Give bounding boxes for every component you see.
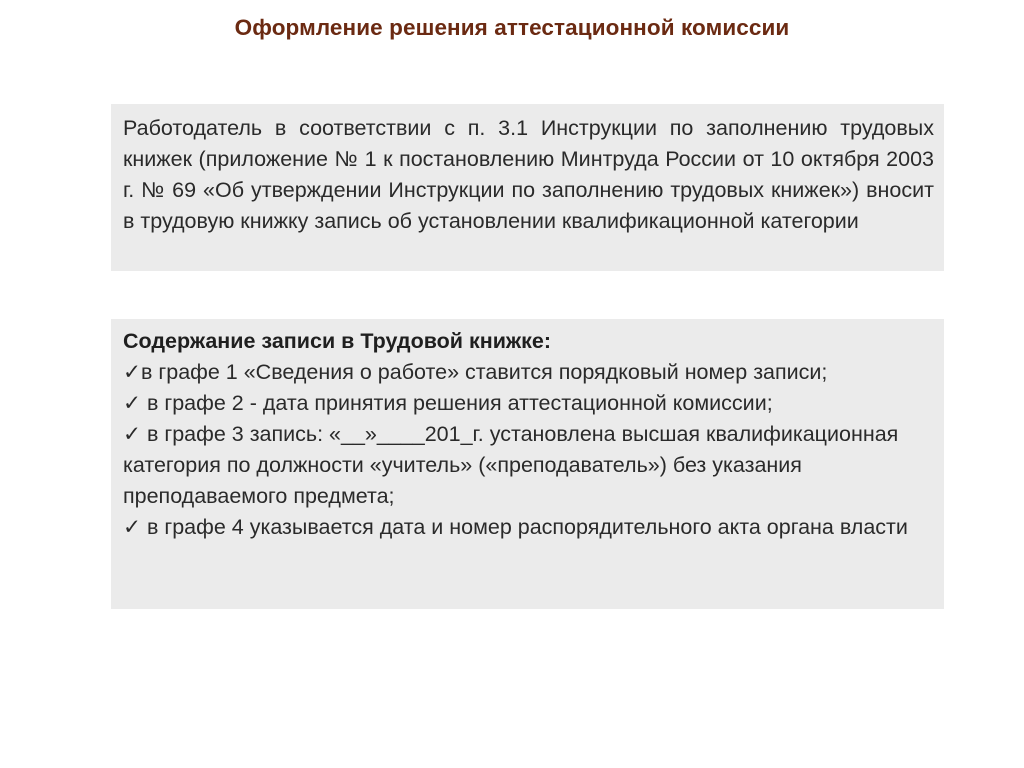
list-item-text: в графе 2 - дата принятия решения аттестационной комиссии; <box>141 391 773 415</box>
list-item <box>123 512 934 543</box>
list-item <box>123 419 934 512</box>
check-mark-icon: ✓ <box>123 391 142 415</box>
record-contents-box <box>111 319 944 609</box>
list-item <box>123 388 934 419</box>
instruction-paragraph: Работодатель в соответствии с п. 3.1 Инструкции по заполнению трудовых книжек (приложение № 1 к постановлению Минтруда России от 10 октября 2003 г. № 69 «Об утверждении Инструкции по заполнению трудовых книжек») вносит в трудовую книжку запись об установлении квалификационной категории <box>123 116 934 233</box>
instruction-box <box>111 104 944 271</box>
list-item-text: в графе 4 указывается дата и номер распорядительного акта органа власти <box>141 515 908 539</box>
list-item-text: в графе 1 «Сведения о работе» ставится порядковый номер записи; <box>141 360 828 384</box>
record-contents-heading: Содержание записи в Трудовой книжке: <box>123 329 552 353</box>
list-item-text: в графе 3 запись: «__»____201_г. установлена высшая квалификационная категория по должности «учитель» («преподаватель») без указания преподаваемого предмета; <box>123 422 899 508</box>
list-item <box>123 357 934 388</box>
check-mark-icon: ✓ <box>123 360 142 384</box>
check-mark-icon: ✓ <box>123 515 142 539</box>
slide-title: Оформление решения аттестационной комиссии <box>234 15 790 40</box>
check-mark-icon: ✓ <box>123 422 142 446</box>
